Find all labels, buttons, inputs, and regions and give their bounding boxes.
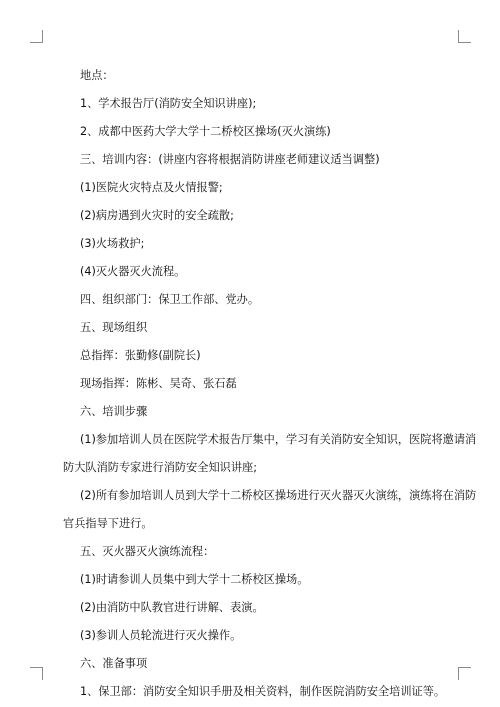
step-2-line-2: 官兵指导下进行。 [63,517,153,530]
drill-item-3: (3)参训人员轮流进行灭火操作。 [80,629,242,642]
section-training-steps: 六、培训步骤 [80,405,148,418]
drill-item-1: (1)时请参训人员集中到大学十二桥校区操场。 [80,573,309,586]
content-item-2: (2)病房遇到火灾时的安全疏散; [80,209,234,222]
location-item-2: 2、成都中医药大学大学十二桥校区操场(灭火演练) [80,125,331,138]
step-1-line-2: 防大队消防专家进行消防安全知识讲座; [63,461,257,474]
commander-in-chief: 总指挥：张勤修(副院长) [80,349,201,362]
location-heading: 地点： [80,69,114,82]
content-item-1: (1)医院火灾特点及火情报警; [80,181,223,194]
preparation-item-1: 1、保卫部：消防安全知识手册及相关资料，制作医院消防安全培训证等。 [80,685,446,698]
content-item-4: (4)灭火器灭火流程。 [80,265,186,278]
corner-mark-top-right [458,30,471,43]
section-organizer: 四、组织部门：保卫工作部、党办。 [80,293,260,306]
section-preparation: 六、准备事项 [80,657,148,670]
step-1-line-1: (1)参加培训人员在医院学术报告厅集中，学习有关消防安全知识，医院将邀请消 [80,433,477,446]
corner-mark-top-left [30,30,43,43]
section-site-organization: 五、现场组织 [80,321,148,334]
content-item-3: (3)火场救护; [80,237,145,250]
step-2-line-1: (2)所有参加培训人员到大学十二桥校区操场进行灭火器灭火演练，演练将在消防 [80,489,477,502]
drill-item-2: (2)由消防中队教官进行讲解、表演。 [80,601,264,614]
section-drill-process: 五、灭火器灭火演练流程： [80,545,215,558]
corner-mark-bottom-right [458,667,471,680]
location-item-1: 1、学术报告厅(消防安全知识讲座); [80,97,257,110]
section-training-content: 三、培训内容：(讲座内容将根据消防讲座老师建议适当调整) [80,153,380,166]
site-commanders: 现场指挥：陈彬、吴奇、张石磊 [80,377,237,390]
corner-mark-bottom-left [30,667,43,680]
